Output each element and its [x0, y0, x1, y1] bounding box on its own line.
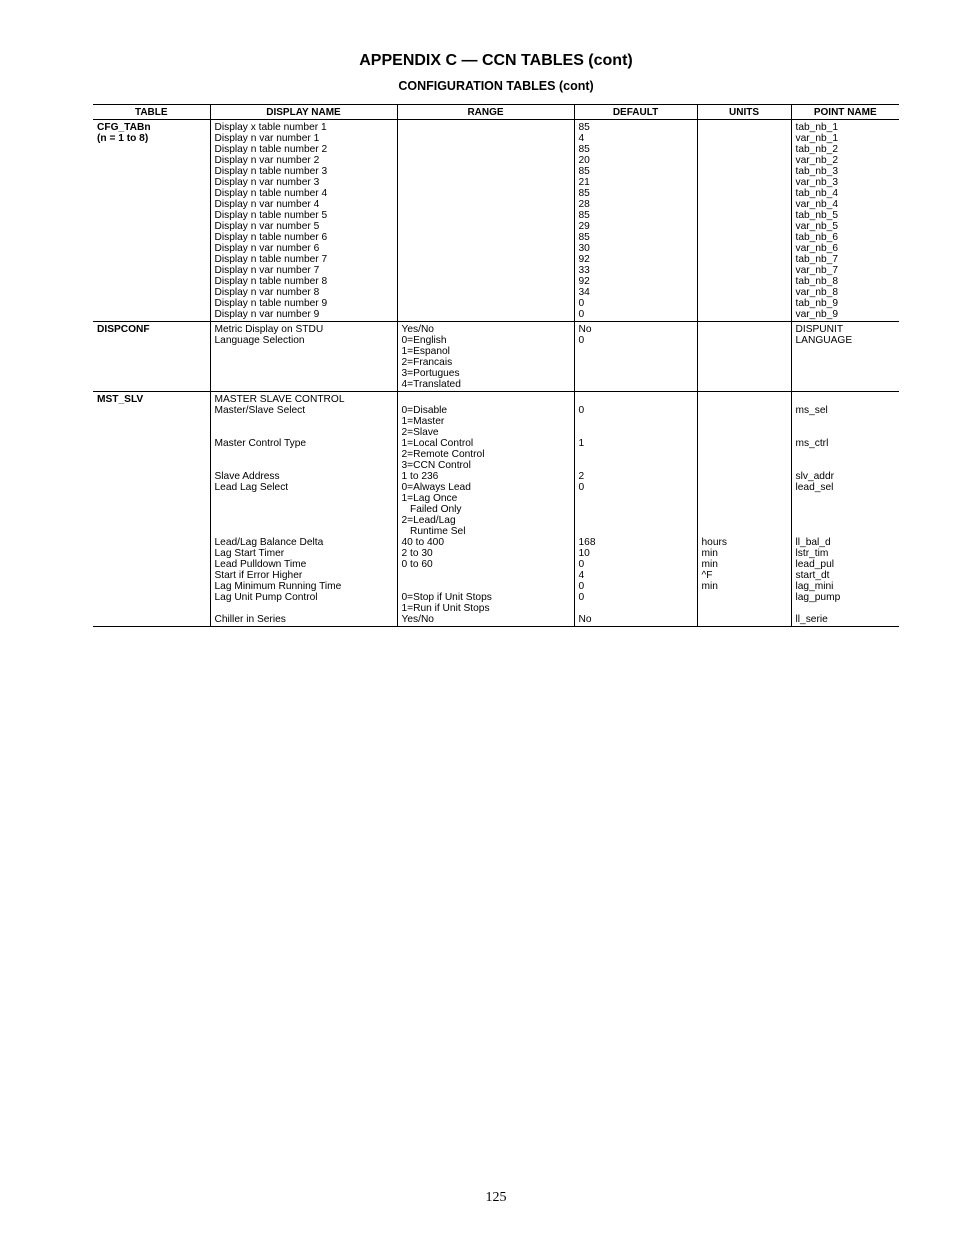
cell-line: var_nb_2 [795, 155, 838, 166]
cell-line: 4 [578, 570, 585, 581]
cell-point-name [791, 392, 899, 627]
cell-line: No [578, 324, 592, 335]
cell-line [702, 493, 787, 504]
cell-line: 28 [578, 199, 590, 210]
cell-line: 1 to 236 [401, 471, 439, 482]
cell-line: min [701, 581, 718, 592]
cell-line: 2=Francais [401, 357, 453, 368]
cell-line: 92 [578, 276, 590, 287]
cell-line: Display n var number 7 [214, 265, 320, 276]
cell-line: Display n table number 7 [214, 254, 328, 265]
cell-default [574, 392, 697, 627]
cell-line: 85 [578, 188, 590, 199]
cell-line: Yes/No [401, 324, 434, 335]
cell-line: hours [701, 537, 727, 548]
cell-line: No [578, 614, 592, 625]
cell-table [93, 322, 210, 392]
cell-line: MASTER SLAVE CONTROL [214, 394, 345, 405]
cell-line [579, 394, 693, 405]
cell-line: Master/Slave Select [214, 405, 306, 416]
cell-line: Start if Error Higher [214, 570, 303, 581]
cell-line: DISPCONF [97, 324, 150, 335]
cell-line: 0 [578, 581, 585, 592]
cell-line [702, 394, 787, 405]
cell-line: min [701, 548, 718, 559]
page-number: 125 [485, 1190, 507, 1205]
cell-line [702, 526, 787, 537]
cell-table [93, 120, 210, 322]
cell-line: 3=CCN Control [401, 460, 471, 471]
cell-units [697, 392, 791, 627]
cell-line: 1=Master [401, 416, 445, 427]
cell-line [702, 427, 787, 438]
cell-line: tab_nb_7 [795, 254, 838, 265]
cell-line: Slave Address [214, 471, 280, 482]
cell-line: CFG_TABn [97, 122, 151, 133]
header-display-name: DISPLAY NAME [210, 105, 397, 120]
cell-line: 4 [578, 133, 585, 144]
cell-line: tab_nb_1 [795, 122, 838, 133]
cell-line: 85 [578, 122, 590, 133]
cell-line: 20 [578, 155, 590, 166]
cell-point-name [791, 322, 899, 392]
cell-line: Lead/Lag Balance Delta [214, 537, 324, 548]
cell-line: Lag Minimum Running Time [214, 581, 342, 592]
cell-line: 4=Translated [401, 379, 461, 390]
cell-line [702, 515, 787, 526]
cell-range [397, 392, 574, 627]
cell-line: Display n var number 1 [214, 133, 320, 144]
table-body [93, 120, 899, 627]
cell-line: 1=Lag Once [401, 493, 458, 504]
cell-line: Display n table number 8 [214, 276, 328, 287]
cell-line: tab_nb_4 [795, 188, 838, 199]
cell-line: Lag Start Timer [214, 548, 285, 559]
cell-line: 40 to 400 [401, 537, 444, 548]
cell-line: ms_sel [795, 405, 828, 416]
cell-line: var_nb_4 [795, 199, 838, 210]
cell-line: 0 [578, 309, 585, 320]
cell-line: 85 [578, 166, 590, 177]
cell-default [574, 322, 697, 392]
cell-line [702, 592, 787, 603]
cell-line: 0=Stop if Unit Stops [401, 592, 492, 603]
header-range: RANGE [397, 105, 574, 120]
cell-line [579, 515, 693, 526]
cell-line: 1=Espanol [401, 346, 450, 357]
header-row [93, 105, 899, 120]
cell-line [702, 482, 787, 493]
cell-line [796, 394, 896, 405]
cell-line: 0 [578, 335, 585, 346]
cell-line [215, 515, 393, 526]
cell-line: Display n var number 3 [214, 177, 320, 188]
cell-line [402, 581, 570, 592]
cell-line: tab_nb_5 [795, 210, 838, 221]
cell-line: 3=Portugues [401, 368, 460, 379]
cell-line: Display n var number 6 [214, 243, 320, 254]
cell-line: var_nb_3 [795, 177, 838, 188]
cell-line: (n = 1 to 8) [97, 133, 149, 144]
cell-line [215, 427, 393, 438]
cell-line: MST_SLV [97, 394, 144, 405]
cell-line: Runtime Sel [401, 526, 466, 537]
cell-line [402, 570, 570, 581]
cell-line: 0=Always Lead [401, 482, 471, 493]
cell-line [796, 493, 896, 504]
cell-line: Display n table number 2 [214, 144, 328, 155]
cell-line [215, 493, 393, 504]
cell-line: start_dt [795, 570, 830, 581]
cell-line: lead_sel [795, 482, 834, 493]
cell-line: 85 [578, 144, 590, 155]
header-table: TABLE [93, 105, 210, 120]
cell-line: tab_nb_2 [795, 144, 838, 155]
cell-line: 0=Disable [401, 405, 448, 416]
cell-line: 168 [578, 537, 596, 548]
cell-line [579, 427, 693, 438]
cell-line: 0 [578, 592, 585, 603]
cell-line: 0 [578, 405, 585, 416]
cell-line: var_nb_9 [795, 309, 838, 320]
cell-line: Display n table number 3 [214, 166, 328, 177]
page-subtitle: CONFIGURATION TABLES (cont) [398, 79, 594, 93]
cell-units [697, 322, 791, 392]
cell-line: 34 [578, 287, 590, 298]
cell-line: Chiller in Series [214, 614, 286, 625]
cell-line [702, 614, 787, 625]
cell-table [93, 392, 210, 627]
cell-line [702, 460, 787, 471]
table-row [93, 322, 899, 392]
cell-line: var_nb_1 [795, 133, 838, 144]
cell-line: 29 [578, 221, 590, 232]
cell-line [796, 449, 896, 460]
cell-line: DISPUNIT [795, 324, 844, 335]
header-units: UNITS [697, 105, 791, 120]
cell-line: 0=English [401, 335, 447, 346]
cell-line [796, 603, 896, 614]
cell-line [796, 515, 896, 526]
table-row [93, 392, 899, 627]
cell-line: 21 [578, 177, 590, 188]
cell-line: Display n table number 6 [214, 232, 328, 243]
cell-line: ll_serie [795, 614, 828, 625]
cell-default [574, 120, 697, 322]
cell-line [702, 405, 787, 416]
cell-line [796, 427, 896, 438]
cell-line: 10 [578, 548, 590, 559]
cell-line: 0 [578, 298, 585, 309]
cell-line: 30 [578, 243, 590, 254]
cell-line: 0 [578, 559, 585, 570]
cell-line [702, 504, 787, 515]
cell-line [215, 449, 393, 460]
cell-line: Lead Lag Select [214, 482, 289, 493]
cell-line [215, 416, 393, 427]
cell-line: ms_ctrl [795, 438, 829, 449]
cell-line: lead_pul [795, 559, 835, 570]
configuration-table [93, 104, 899, 627]
cell-line: Display n var number 5 [214, 221, 320, 232]
header-point-name: POINT NAME [791, 105, 899, 120]
cell-range [397, 120, 574, 322]
cell-line: 2=Lead/Lag [401, 515, 456, 526]
table-row [93, 120, 899, 322]
cell-line: 92 [578, 254, 590, 265]
cell-line: Failed Only [401, 504, 462, 515]
cell-line: 2=Remote Control [401, 449, 485, 460]
cell-line [796, 416, 896, 427]
cell-line [215, 504, 393, 515]
cell-units [697, 120, 791, 322]
cell-range [397, 322, 574, 392]
cell-line: lstr_tim [795, 548, 829, 559]
cell-line [702, 416, 787, 427]
cell-line: var_nb_8 [795, 287, 838, 298]
cell-line: min [701, 559, 718, 570]
cell-line [796, 526, 896, 537]
cell-line: Language Selection [214, 335, 305, 346]
cell-line: 0 [578, 482, 585, 493]
cell-line: ^F [701, 570, 713, 581]
cell-line: Master Control Type [214, 438, 307, 449]
cell-line: Lag Unit Pump Control [214, 592, 318, 603]
cell-line: tab_nb_9 [795, 298, 838, 309]
cell-line: Lead Pulldown Time [214, 559, 307, 570]
cell-line: 2=Slave [401, 427, 439, 438]
cell-line: LANGUAGE [795, 335, 853, 346]
cell-line [215, 526, 393, 537]
cell-line: 1 [578, 438, 585, 449]
cell-line: var_nb_7 [795, 265, 838, 276]
cell-line: 2 [578, 471, 585, 482]
cell-line: 2 to 30 [401, 548, 433, 559]
cell-line: 1=Local Control [401, 438, 474, 449]
cell-line [402, 394, 570, 405]
cell-line: 1=Run if Unit Stops [401, 603, 490, 614]
header-default: DEFAULT [574, 105, 697, 120]
page-title: APPENDIX C — CCN TABLES (cont) [359, 52, 633, 69]
cell-line [796, 504, 896, 515]
cell-line: 85 [578, 210, 590, 221]
cell-line [579, 504, 693, 515]
cell-line: tab_nb_3 [795, 166, 838, 177]
cell-line: Display n table number 9 [214, 298, 328, 309]
cell-line: Display n var number 4 [214, 199, 320, 210]
cell-line: Display n table number 5 [214, 210, 328, 221]
cell-line: tab_nb_6 [795, 232, 838, 243]
cell-line: Display x table number 1 [214, 122, 327, 133]
cell-line: 33 [578, 265, 590, 276]
cell-display-name [210, 322, 397, 392]
cell-line: var_nb_6 [795, 243, 838, 254]
cell-line: 85 [578, 232, 590, 243]
cell-line: Display n table number 4 [214, 188, 328, 199]
cell-line [702, 471, 787, 482]
cell-line: 0 to 60 [401, 559, 433, 570]
cell-line [702, 438, 787, 449]
cell-line [796, 460, 896, 471]
cell-line: var_nb_5 [795, 221, 838, 232]
cell-display-name [210, 392, 397, 627]
cell-line [579, 493, 693, 504]
cell-line: tab_nb_8 [795, 276, 838, 287]
cell-point-name [791, 120, 899, 322]
cell-line [702, 603, 787, 614]
cell-line: Display n var number 2 [214, 155, 320, 166]
cell-line [215, 603, 393, 614]
cell-line: Metric Display on STDU [214, 324, 324, 335]
cell-line [579, 460, 693, 471]
cell-line [579, 416, 693, 427]
cell-line [215, 460, 393, 471]
cell-line [579, 603, 693, 614]
cell-display-name [210, 120, 397, 322]
cell-line: lag_mini [795, 581, 834, 592]
cell-line: slv_addr [795, 471, 835, 482]
cell-line: Yes/No [401, 614, 434, 625]
cell-line [702, 449, 787, 460]
cell-line: Display n var number 9 [214, 309, 320, 320]
cell-line: Display n var number 8 [214, 287, 320, 298]
cell-line [579, 449, 693, 460]
cell-line: ll_bal_d [795, 537, 831, 548]
cell-line: lag_pump [795, 592, 841, 603]
cell-line [579, 526, 693, 537]
